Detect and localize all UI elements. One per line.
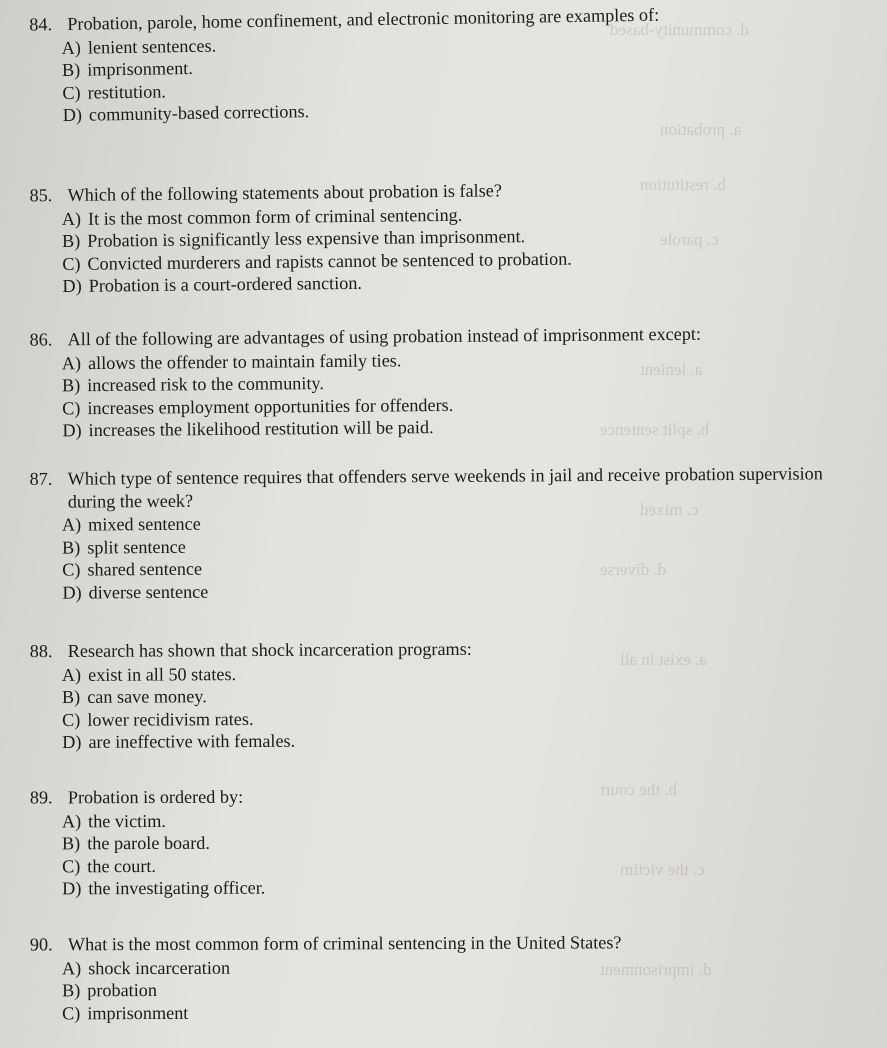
question-text: Probation, parole, home confinement, and electronic monitoring are examples of:: [67, 4, 660, 34]
option-letter: C): [62, 397, 81, 418]
option-text: the victim.: [88, 810, 166, 831]
question-88: [30, 636, 859, 754]
option-text: the parole board.: [87, 832, 210, 854]
option-letter: D): [62, 731, 82, 752]
option-text: the investigating officer.: [88, 877, 266, 899]
option-text: split sentence: [87, 536, 186, 557]
question-90: [30, 931, 858, 1025]
option-text: the court.: [87, 855, 156, 876]
option-text: shock incarceration: [88, 957, 231, 978]
question-text: Research has shown that shock incarceration programs:: [67, 638, 472, 661]
question-text: Probation is ordered by:: [67, 786, 244, 808]
option-text: lenient sentences.: [87, 35, 217, 58]
option-letter: A): [61, 208, 82, 229]
answer-options: [62, 508, 859, 604]
question-text: Which of the following statements about probation is false?: [67, 180, 502, 205]
option-letter: B): [61, 230, 81, 251]
option-letter: B): [62, 980, 81, 1001]
option-text: diverse sentence: [88, 581, 209, 602]
option-letter: B): [61, 833, 81, 854]
option-letter: B): [61, 59, 81, 80]
question-number: 89.: [29, 787, 53, 808]
option-text: community-based corrections.: [88, 101, 310, 125]
answer-option: [62, 999, 858, 1024]
question-text: All of the following are advantages of using probation instead of imprisonment except:: [67, 323, 702, 350]
answer-options: [62, 807, 858, 900]
question-89: [30, 784, 858, 900]
show-through-text: d. community-based a. probation b. restitution c. parole a. lenient b. split sentence c. mixed d. diverse a. exist in all b. the court c. the victim d. imprisonment: [600, 20, 749, 979]
question-number: 85.: [29, 185, 53, 206]
question-87: [30, 462, 859, 604]
answer-option: [62, 977, 858, 1002]
option-letter: B): [61, 375, 81, 396]
answer-options: [62, 24, 859, 126]
question-number: 90.: [29, 934, 53, 955]
answer-option: [62, 830, 858, 855]
option-text: It is the most common form of criminal sentencing.: [87, 204, 463, 229]
answer-option: [62, 807, 858, 832]
question-text: Which type of sentence requires that offenders serve weekends in jail and receive probation supervision during the week?: [67, 463, 823, 512]
option-letter: C): [62, 855, 81, 876]
option-letter: A): [61, 514, 82, 535]
option-text: are ineffective with females.: [88, 730, 296, 752]
question-85: [29, 176, 858, 298]
option-letter: D): [62, 104, 83, 125]
answer-option: [62, 576, 858, 604]
option-text: increases the likelihood restitution will be paid.: [88, 417, 434, 441]
option-text: allows the offender to maintain family ties.: [87, 349, 402, 373]
option-text: exist in all 50 states.: [88, 663, 237, 685]
option-text: lower recidivism rates.: [87, 708, 254, 730]
option-letter: D): [62, 420, 82, 441]
option-text: restitution.: [87, 80, 167, 103]
option-text: mixed sentence: [88, 513, 201, 535]
option-letter: A): [61, 810, 82, 831]
option-letter: A): [61, 664, 82, 685]
option-letter: C): [62, 709, 81, 730]
answer-options: [62, 199, 859, 297]
question-text: What is the most common form of criminal sentencing in the United States?: [67, 932, 622, 955]
option-letter: A): [61, 352, 82, 373]
option-text: increased risk to the community.: [87, 373, 325, 396]
option-text: imprisonment: [87, 1002, 189, 1023]
option-text: Probation is significantly less expensive than imprisonment.: [87, 226, 526, 251]
answer-option: [62, 875, 858, 900]
option-text: shared sentence: [87, 558, 203, 580]
option-text: probation: [87, 980, 157, 1001]
question-86: [30, 321, 859, 442]
option-text: increases employment opportunities for offenders.: [87, 394, 454, 418]
option-text: Probation is a court-ordered sanction.: [88, 272, 363, 296]
option-letter: C): [62, 559, 81, 580]
option-letter: A): [61, 957, 82, 978]
answer-options: [62, 954, 858, 1024]
option-letter: D): [62, 275, 82, 296]
question-number: 84.: [29, 14, 53, 35]
option-text: can save money.: [87, 686, 207, 707]
question-number: 87.: [29, 468, 53, 489]
option-text: Convicted murderers and rapists cannot be sentenced to probation.: [87, 248, 572, 274]
question-number: 88.: [29, 641, 53, 662]
option-letter: D): [62, 878, 82, 899]
answer-option: [62, 954, 858, 979]
option-letter: C): [62, 1002, 81, 1023]
option-letter: C): [62, 253, 81, 274]
question-84: [29, 1, 859, 127]
option-letter: C): [62, 82, 81, 103]
option-letter: D): [62, 582, 82, 603]
option-letter: B): [61, 686, 81, 707]
option-letter: B): [62, 537, 81, 558]
answer-options: [62, 345, 859, 442]
option-text: imprisonment.: [87, 57, 193, 80]
option-letter: A): [61, 37, 82, 58]
question-number: 86.: [29, 329, 53, 350]
answer-option: [62, 727, 858, 754]
answer-options: [62, 659, 858, 753]
answer-option: [62, 852, 858, 877]
